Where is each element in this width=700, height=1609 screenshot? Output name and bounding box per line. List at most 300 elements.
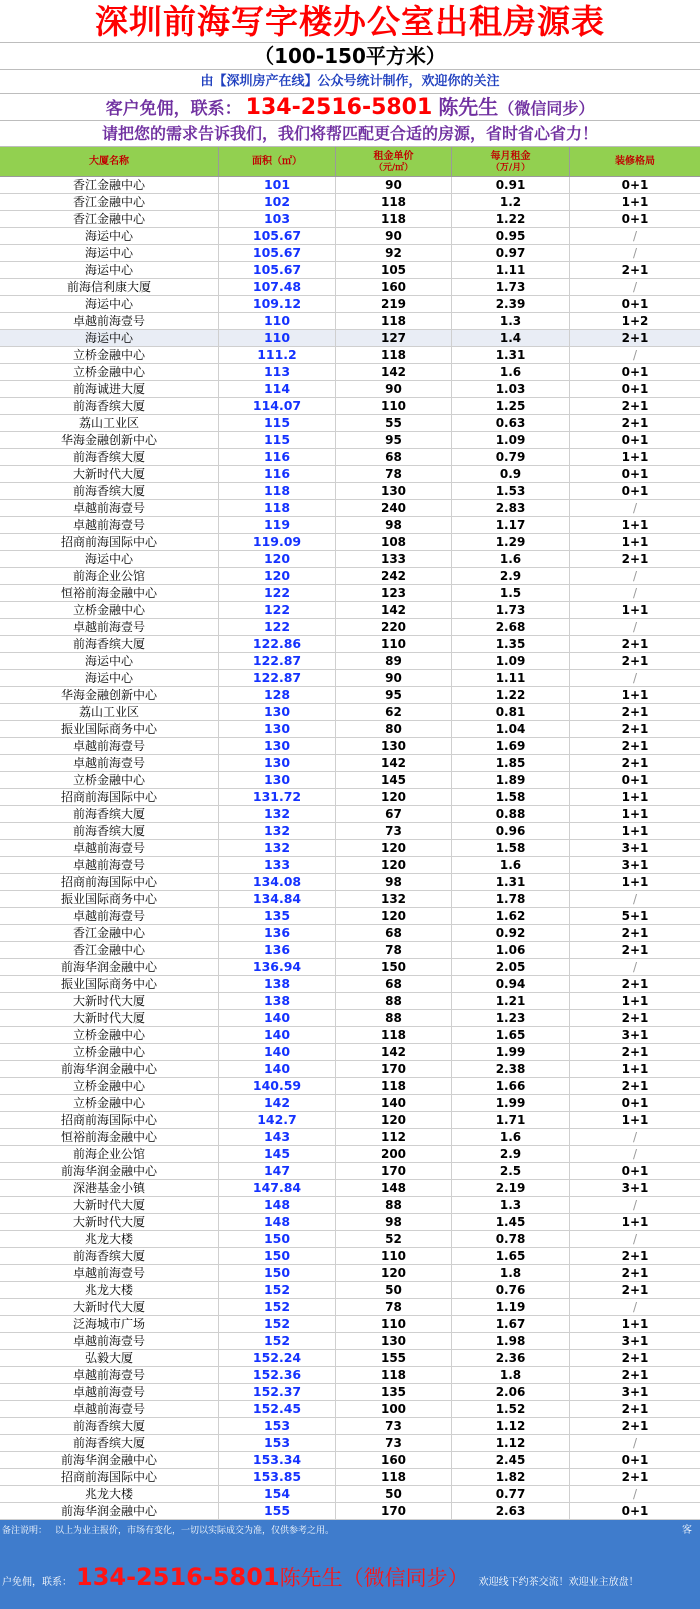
- unit-rent-cell: 148: [336, 1180, 452, 1196]
- layout-cell: 2+1: [621, 1079, 649, 1093]
- monthly-rent-cell: 2.05: [452, 959, 570, 975]
- layout-cell: 0+1: [621, 365, 649, 379]
- monthly-rent-cell: 1.67: [452, 1316, 570, 1332]
- table-row: [0, 1214, 700, 1231]
- table-row: [0, 908, 700, 925]
- area-cell: 103: [219, 211, 336, 227]
- layout-cell: /: [632, 246, 638, 260]
- area-cell: 130: [219, 772, 336, 788]
- area-cell: 131.72: [219, 789, 336, 805]
- table-row: [0, 1129, 700, 1146]
- building-name-cell: 海运中心: [0, 330, 219, 346]
- table-row: [0, 449, 700, 466]
- monthly-rent-cell: 2.06: [452, 1384, 570, 1400]
- layout-cell: 1+1: [621, 994, 649, 1008]
- area-cell: 128: [219, 687, 336, 703]
- monthly-rent-cell: 2.45: [452, 1452, 570, 1468]
- monthly-rent-cell: 1.5: [452, 585, 570, 601]
- area-cell: 122.86: [219, 636, 336, 652]
- table-row: [0, 857, 700, 874]
- table-row: [0, 568, 700, 585]
- area-cell: 138: [219, 976, 336, 992]
- layout-cell: /: [632, 1130, 638, 1144]
- table-row: [0, 840, 700, 857]
- monthly-rent-cell: 1.99: [452, 1044, 570, 1060]
- area-cell: 111.2: [219, 347, 336, 363]
- unit-rent-cell: 110: [336, 398, 452, 414]
- monthly-rent-cell: 0.81: [452, 704, 570, 720]
- unit-rent-cell: 90: [336, 228, 452, 244]
- layout-cell: 2+1: [621, 926, 649, 940]
- area-cell: 110: [219, 313, 336, 329]
- monthly-rent-cell: 0.88: [452, 806, 570, 822]
- building-name-cell: 前海香缤大厦: [0, 823, 219, 839]
- table-row: [0, 755, 700, 772]
- area-cell: 155: [219, 1503, 336, 1519]
- area-cell: 119.09: [219, 534, 336, 550]
- table-row: [0, 245, 700, 262]
- table-row: [0, 687, 700, 704]
- monthly-rent-cell: 1.62: [452, 908, 570, 924]
- layout-cell: 2+1: [621, 1351, 649, 1365]
- table-row: [0, 1384, 700, 1401]
- layout-cell: /: [632, 1300, 638, 1314]
- table-row: [0, 1333, 700, 1350]
- area-cell: 140.59: [219, 1078, 336, 1094]
- unit-rent-cell: 78: [336, 1299, 452, 1315]
- layout-cell: 0+1: [621, 297, 649, 311]
- monthly-rent-cell: 0.78: [452, 1231, 570, 1247]
- area-cell: 136: [219, 942, 336, 958]
- building-name-cell: 卓越前海壹号: [0, 1367, 219, 1383]
- building-name-cell: 香江金融中心: [0, 194, 219, 210]
- table-row: [0, 398, 700, 415]
- unit-rent-cell: 50: [336, 1282, 452, 1298]
- table-row: [0, 1180, 700, 1197]
- monthly-rent-cell: 2.63: [452, 1503, 570, 1519]
- layout-cell: 3+1: [621, 1334, 649, 1348]
- table-row: [0, 823, 700, 840]
- unit-rent-cell: 145: [336, 772, 452, 788]
- layout-cell: 0+1: [621, 433, 649, 447]
- building-name-cell: 华海金融创新中心: [0, 432, 219, 448]
- building-name-cell: 前海华润金融中心: [0, 959, 219, 975]
- building-name-cell: 前海华润金融中心: [0, 1503, 219, 1519]
- area-cell: 136: [219, 925, 336, 941]
- building-name-cell: 兆龙大楼: [0, 1231, 219, 1247]
- layout-cell: 1+1: [621, 603, 649, 617]
- footer-contact: [2, 1562, 698, 1592]
- unit-rent-cell: 120: [336, 908, 452, 924]
- monthly-rent-cell: 1.11: [452, 262, 570, 278]
- unit-rent-cell: 135: [336, 1384, 452, 1400]
- table-row: [0, 704, 700, 721]
- area-cell: 115: [219, 432, 336, 448]
- layout-cell: 2+1: [621, 722, 649, 736]
- unit-rent-cell: 110: [336, 636, 452, 652]
- unit-rent-cell: 120: [336, 857, 452, 873]
- layout-cell: 0+1: [621, 212, 649, 226]
- monthly-rent-cell: 0.77: [452, 1486, 570, 1502]
- building-name-cell: 卓越前海壹号: [0, 738, 219, 754]
- monthly-rent-cell: 1.98: [452, 1333, 570, 1349]
- layout-cell: /: [632, 892, 638, 906]
- credit-brand: 【深圳房产在线】: [213, 74, 318, 89]
- monthly-rent-cell: 1.2: [452, 194, 570, 210]
- building-name-cell: 卓越前海壹号: [0, 1401, 219, 1417]
- layout-cell: 3+1: [621, 1385, 649, 1399]
- unit-rent-cell: 90: [336, 381, 452, 397]
- unit-rent-cell: 160: [336, 279, 452, 295]
- building-name-cell: 前海诚进大厦: [0, 381, 219, 397]
- building-name-cell: 大新时代大厦: [0, 1299, 219, 1315]
- building-name-cell: 招商前海国际中心: [0, 1469, 219, 1485]
- layout-cell: 2+1: [621, 654, 649, 668]
- building-name-cell: 大新时代大厦: [0, 466, 219, 482]
- building-name-cell: 兆龙大楼: [0, 1486, 219, 1502]
- area-cell: 142.7: [219, 1112, 336, 1128]
- layout-cell: /: [632, 586, 638, 600]
- building-name-cell: 卓越前海壹号: [0, 840, 219, 856]
- monthly-rent-cell: 1.23: [452, 1010, 570, 1026]
- area-cell: 150: [219, 1248, 336, 1264]
- unit-rent-cell: 118: [336, 1027, 452, 1043]
- area-cell: 119: [219, 517, 336, 533]
- monthly-rent-cell: 1.12: [452, 1418, 570, 1434]
- area-cell: 116: [219, 449, 336, 465]
- area-cell: 114.07: [219, 398, 336, 414]
- layout-cell: 2+1: [621, 1249, 649, 1263]
- column-header-label: 大厦名称: [89, 156, 129, 167]
- building-name-cell: 前海华润金融中心: [0, 1452, 219, 1468]
- area-cell: 122: [219, 602, 336, 618]
- layout-cell: 2+1: [621, 1011, 649, 1025]
- column-header-unit-rent: [336, 147, 452, 177]
- building-name-cell: 前海香缤大厦: [0, 1435, 219, 1451]
- monthly-rent-cell: 0.9: [452, 466, 570, 482]
- monthly-rent-cell: 1.25: [452, 398, 570, 414]
- building-name-cell: 立桥金融中心: [0, 602, 219, 618]
- table-header: [0, 147, 700, 177]
- building-name-cell: 卓越前海壹号: [0, 1384, 219, 1400]
- layout-cell: 3+1: [621, 1181, 649, 1195]
- area-cell: 153: [219, 1418, 336, 1434]
- building-name-cell: 前海香缤大厦: [0, 1418, 219, 1434]
- building-name-cell: 卓越前海壹号: [0, 517, 219, 533]
- building-name-cell: 海运中心: [0, 670, 219, 686]
- monthly-rent-cell: 1.31: [452, 347, 570, 363]
- unit-rent-cell: 170: [336, 1061, 452, 1077]
- listing-table-body: [0, 177, 700, 1520]
- area-cell: 140: [219, 1061, 336, 1077]
- footer-welcome: 欢迎线下约茶交流！欢迎业主放盘！: [478, 1577, 639, 1588]
- table-row: [0, 228, 700, 245]
- layout-cell: 0+1: [621, 467, 649, 481]
- building-name-cell: 香江金融中心: [0, 925, 219, 941]
- unit-rent-cell: 219: [336, 296, 452, 312]
- area-cell: 114: [219, 381, 336, 397]
- unit-rent-cell: 155: [336, 1350, 452, 1366]
- contact-name: 陈先生: [438, 95, 499, 119]
- monthly-rent-cell: 0.76: [452, 1282, 570, 1298]
- monthly-rent-cell: 1.71: [452, 1112, 570, 1128]
- table-row: [0, 1503, 700, 1520]
- layout-cell: 2+1: [621, 399, 649, 413]
- monthly-rent-cell: 1.22: [452, 687, 570, 703]
- layout-cell: 0+1: [621, 382, 649, 396]
- unit-rent-cell: 150: [336, 959, 452, 975]
- building-name-cell: 立桥金融中心: [0, 364, 219, 380]
- monthly-rent-cell: 1.31: [452, 874, 570, 890]
- unit-rent-cell: 92: [336, 245, 452, 261]
- notes-label: 备注说明：: [2, 1526, 48, 1536]
- area-cell: 152: [219, 1282, 336, 1298]
- monthly-rent-cell: 1.73: [452, 279, 570, 295]
- layout-cell: /: [632, 280, 638, 294]
- area-cell: 154: [219, 1486, 336, 1502]
- unit-rent-cell: 80: [336, 721, 452, 737]
- area-cell: 153.34: [219, 1452, 336, 1468]
- table-row: [0, 1282, 700, 1299]
- layout-cell: /: [632, 1436, 638, 1450]
- monthly-rent-cell: 2.9: [452, 1146, 570, 1162]
- table-row: [0, 585, 700, 602]
- unit-rent-cell: 118: [336, 1367, 452, 1383]
- building-name-cell: 卓越前海壹号: [0, 755, 219, 771]
- table-row: [0, 211, 700, 228]
- area-cell: 150: [219, 1265, 336, 1281]
- table-row: [0, 551, 700, 568]
- monthly-rent-cell: 1.09: [452, 653, 570, 669]
- unit-rent-cell: 112: [336, 1129, 452, 1145]
- monthly-rent-cell: 1.66: [452, 1078, 570, 1094]
- building-name-cell: 海运中心: [0, 653, 219, 669]
- monthly-rent-cell: 1.73: [452, 602, 570, 618]
- monthly-rent-cell: 1.85: [452, 755, 570, 771]
- table-row: [0, 194, 700, 211]
- building-name-cell: 海运中心: [0, 245, 219, 261]
- layout-cell: /: [632, 960, 638, 974]
- column-header-building: [0, 147, 219, 177]
- monthly-rent-cell: 0.63: [452, 415, 570, 431]
- building-name-cell: 前海香缤大厦: [0, 1248, 219, 1264]
- layout-cell: /: [632, 501, 638, 515]
- unit-rent-cell: 68: [336, 449, 452, 465]
- area-cell: 122.87: [219, 670, 336, 686]
- table-row: [0, 1486, 700, 1503]
- building-name-cell: 立桥金融中心: [0, 772, 219, 788]
- layout-cell: 1+1: [621, 450, 649, 464]
- layout-cell: 0+1: [621, 1453, 649, 1467]
- unit-rent-cell: 127: [336, 330, 452, 346]
- area-cell: 152.37: [219, 1384, 336, 1400]
- area-cell: 153.85: [219, 1469, 336, 1485]
- monthly-rent-cell: 0.94: [452, 976, 570, 992]
- layout-cell: 2+1: [621, 263, 649, 277]
- area-cell: 132: [219, 840, 336, 856]
- building-name-cell: 大新时代大厦: [0, 1214, 219, 1230]
- contact-phone: 134-2516-5801: [245, 95, 433, 120]
- monthly-rent-cell: 1.17: [452, 517, 570, 533]
- area-cell: 107.48: [219, 279, 336, 295]
- unit-rent-cell: 130: [336, 1333, 452, 1349]
- building-name-cell: 卓越前海壹号: [0, 908, 219, 924]
- unit-rent-cell: 50: [336, 1486, 452, 1502]
- table-row: [0, 636, 700, 653]
- monthly-rent-cell: 1.58: [452, 789, 570, 805]
- unit-rent-cell: 120: [336, 840, 452, 856]
- monthly-rent-cell: 1.11: [452, 670, 570, 686]
- monthly-rent-cell: 0.79: [452, 449, 570, 465]
- area-cell: 130: [219, 755, 336, 771]
- monthly-rent-cell: 1.69: [452, 738, 570, 754]
- layout-cell: /: [632, 1147, 638, 1161]
- area-cell: 136.94: [219, 959, 336, 975]
- layout-cell: 3+1: [621, 841, 649, 855]
- marquee-tail: 客: [682, 1525, 692, 1536]
- table-row: [0, 1265, 700, 1282]
- monthly-rent-cell: 2.9: [452, 568, 570, 584]
- unit-rent-cell: 140: [336, 1095, 452, 1111]
- area-cell: 101: [219, 177, 336, 193]
- area-cell: 130: [219, 704, 336, 720]
- layout-cell: 1+1: [621, 518, 649, 532]
- column-header-layout: [570, 147, 700, 177]
- building-name-cell: 前海香缤大厦: [0, 636, 219, 652]
- unit-rent-cell: 73: [336, 1435, 452, 1451]
- monthly-rent-cell: 0.97: [452, 245, 570, 261]
- unit-rent-cell: 220: [336, 619, 452, 635]
- monthly-rent-cell: 0.96: [452, 823, 570, 839]
- unit-rent-cell: 55: [336, 415, 452, 431]
- layout-cell: 2+1: [621, 416, 649, 430]
- monthly-rent-cell: 1.65: [452, 1027, 570, 1043]
- unit-rent-cell: 142: [336, 1044, 452, 1060]
- area-cell: 143: [219, 1129, 336, 1145]
- table-row: [0, 1452, 700, 1469]
- unit-rent-cell: 98: [336, 517, 452, 533]
- monthly-rent-cell: 1.78: [452, 891, 570, 907]
- monthly-rent-cell: 1.58: [452, 840, 570, 856]
- monthly-rent-cell: 1.29: [452, 534, 570, 550]
- layout-cell: 2+1: [621, 1419, 649, 1433]
- unit-rent-cell: 95: [336, 432, 452, 448]
- table-row: [0, 942, 700, 959]
- building-name-cell: 前海香缤大厦: [0, 398, 219, 414]
- layout-cell: 2+1: [621, 1045, 649, 1059]
- building-name-cell: 荔山工业区: [0, 415, 219, 431]
- area-cell: 150: [219, 1231, 336, 1247]
- building-name-cell: 立桥金融中心: [0, 1044, 219, 1060]
- footer-contact-prefix: 户免佣，联系：: [2, 1577, 72, 1588]
- table-row: [0, 1061, 700, 1078]
- table-row: [0, 806, 700, 823]
- building-name-cell: 海运中心: [0, 262, 219, 278]
- area-cell: 134.84: [219, 891, 336, 907]
- monthly-rent-cell: 1.45: [452, 1214, 570, 1230]
- monthly-rent-cell: 1.04: [452, 721, 570, 737]
- unit-rent-cell: 105: [336, 262, 452, 278]
- layout-cell: 1+1: [621, 807, 649, 821]
- building-name-cell: 招商前海国际中心: [0, 874, 219, 890]
- building-name-cell: 大新时代大厦: [0, 1197, 219, 1213]
- building-name-cell: 大新时代大厦: [0, 993, 219, 1009]
- building-name-cell: 前海香缤大厦: [0, 449, 219, 465]
- table-row: [0, 262, 700, 279]
- footer-contact-name: 陈先生（微信同步）: [279, 1566, 469, 1590]
- area-cell: 152: [219, 1333, 336, 1349]
- area-cell: 105.67: [219, 245, 336, 261]
- table-row: [0, 602, 700, 619]
- table-row: [0, 1299, 700, 1316]
- table-row: [0, 1469, 700, 1486]
- layout-cell: 3+1: [621, 858, 649, 872]
- area-cell: 110: [219, 330, 336, 346]
- building-name-cell: 华海金融创新中心: [0, 687, 219, 703]
- footer-notes: [2, 1524, 698, 1538]
- layout-cell: 2+1: [621, 1266, 649, 1280]
- area-cell: 148: [219, 1214, 336, 1230]
- table-row: [0, 347, 700, 364]
- building-name-cell: 振业国际商务中心: [0, 721, 219, 737]
- layout-cell: 2+1: [621, 977, 649, 991]
- area-cell: 122.87: [219, 653, 336, 669]
- unit-rent-cell: 90: [336, 177, 452, 193]
- building-name-cell: 卓越前海壹号: [0, 500, 219, 516]
- building-name-cell: 兆龙大楼: [0, 1282, 219, 1298]
- credit-line: [0, 70, 700, 94]
- monthly-rent-cell: 2.39: [452, 296, 570, 312]
- building-name-cell: 招商前海国际中心: [0, 1112, 219, 1128]
- page-title: 深圳前海写字楼办公室出租房源表: [0, 0, 700, 43]
- table-row: [0, 738, 700, 755]
- layout-cell: /: [632, 569, 638, 583]
- building-name-cell: 前海香缤大厦: [0, 483, 219, 499]
- unit-rent-cell: 88: [336, 993, 452, 1009]
- layout-cell: /: [632, 1198, 638, 1212]
- unit-rent-cell: 170: [336, 1503, 452, 1519]
- unit-rent-cell: 110: [336, 1248, 452, 1264]
- area-cell: 132: [219, 823, 336, 839]
- building-name-cell: 卓越前海壹号: [0, 1333, 219, 1349]
- building-name-cell: 海运中心: [0, 228, 219, 244]
- area-cell: 135: [219, 908, 336, 924]
- table-row: [0, 1095, 700, 1112]
- area-cell: 147: [219, 1163, 336, 1179]
- layout-cell: 1+2: [621, 314, 649, 328]
- area-cell: 130: [219, 721, 336, 737]
- unit-rent-cell: 133: [336, 551, 452, 567]
- layout-cell: 1+1: [621, 875, 649, 889]
- layout-cell: 3+1: [621, 1028, 649, 1042]
- monthly-rent-cell: 1.52: [452, 1401, 570, 1417]
- column-header-area: [219, 147, 336, 177]
- unit-rent-cell: 68: [336, 925, 452, 941]
- layout-cell: 0+1: [621, 1096, 649, 1110]
- building-name-cell: 前海企业公馆: [0, 568, 219, 584]
- table-row: [0, 1146, 700, 1163]
- column-header-unit: （万/月）: [490, 162, 531, 173]
- footer-banner: [0, 1520, 700, 1609]
- monthly-rent-cell: 1.3: [452, 313, 570, 329]
- unit-rent-cell: 123: [336, 585, 452, 601]
- table-row: [0, 1231, 700, 1248]
- monthly-rent-cell: 1.82: [452, 1469, 570, 1485]
- layout-cell: /: [632, 1487, 638, 1501]
- layout-cell: 1+1: [621, 790, 649, 804]
- table-row: [0, 772, 700, 789]
- building-name-cell: 卓越前海壹号: [0, 313, 219, 329]
